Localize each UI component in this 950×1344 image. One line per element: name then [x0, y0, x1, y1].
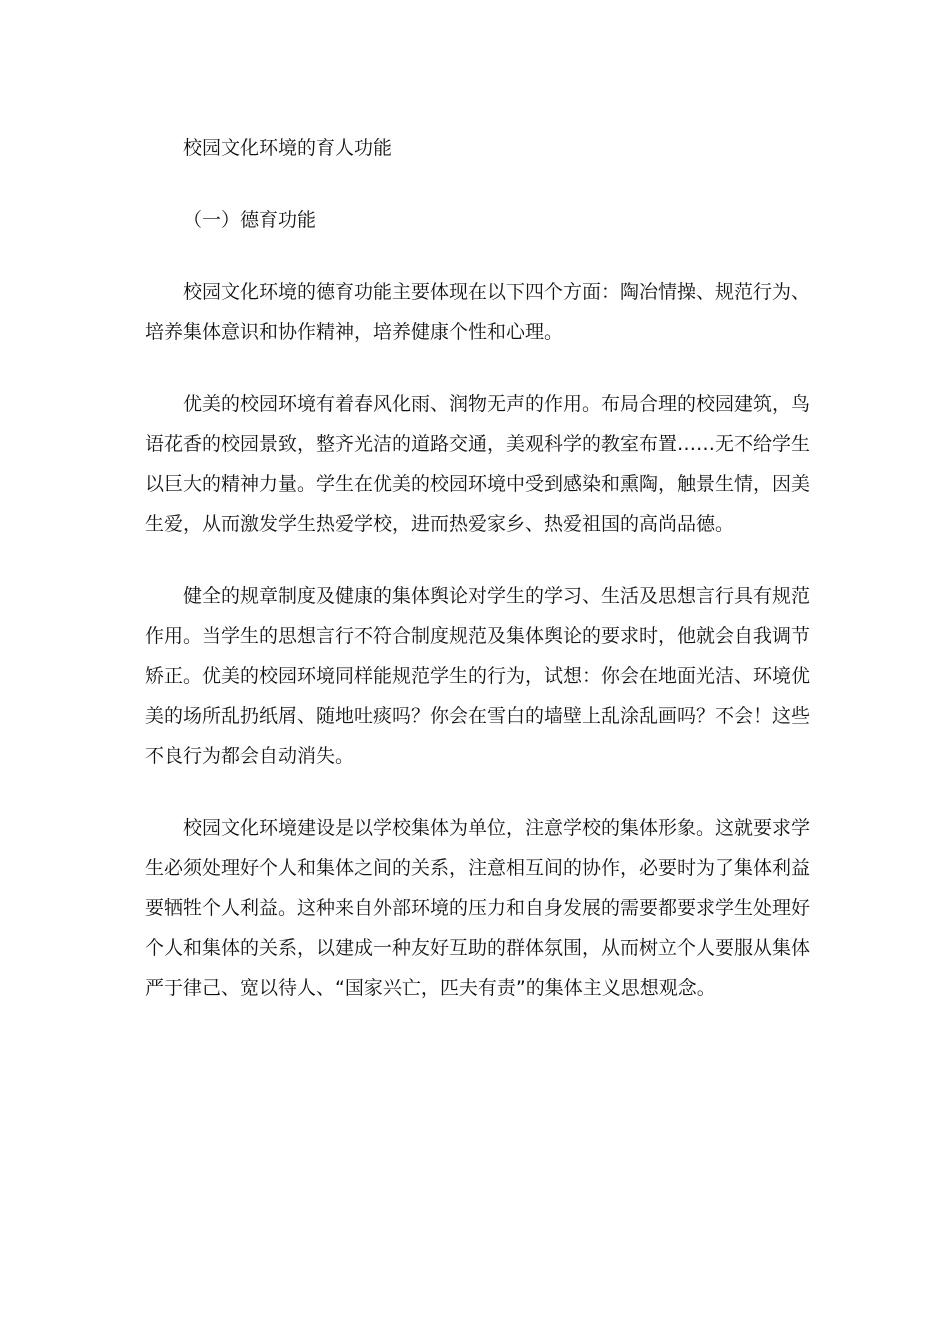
- document-page: [145, 128, 810, 1040]
- paragraph-4: 校园文化环境建设是以学校集体为单位，注意学校的集体形象。这就要求学生必须处理好个人和集体之间的关系，注意相互间的协作，必要时为了集体利益要牺牲个人利益。这种来自外部环境的压力和自身发展的需要都要求学生处理好个人和集体的关系，以建成一种友好互助的群体氛围，从而树立个人要服从集体严于律己、宽以待人、“国家兴亡，匹夫有责”的集体主义思想观念。: [145, 817, 811, 999]
- paragraph-2: 优美的校园环境有着春风化雨、润物无声的作用。布局合理的校园建筑，鸟语花香的校园景致，整齐光洁的道路交通，美观科学的教室布置……无不给学生以巨大的精神力量。学生在优美的校园环境中受到感染和熏陶，触景生情，因美生爱，从而激发学生热爱学校，进而热爱家乡、热爱祖国的高尚品德。: [145, 393, 811, 535]
- paragraph-1: 校园文化环境的德育功能主要体现在以下四个方面：陶冶情操、规范行为、培养集体意识和协作精神，培养健康个性和心理。: [145, 281, 811, 343]
- paragraph-3: 健全的规章制度及健康的集体舆论对学生的学习、生活及思想言行具有规范作用。当学生的思想言行不符合制度规范及集体舆论的要求时，他就会自我调节矫正。优美的校园环境同样能规范学生的行为，试想：你会在地面光洁、环境优美的场所乱扔纸屑、随地吐痰吗？你会在雪白的墙壁上乱涂乱画吗？不会！这些不良行为都会自动消失。: [145, 585, 811, 767]
- section-heading: （一）德育功能: [183, 209, 317, 231]
- document-title: 校园文化环境的育人功能: [183, 137, 393, 159]
